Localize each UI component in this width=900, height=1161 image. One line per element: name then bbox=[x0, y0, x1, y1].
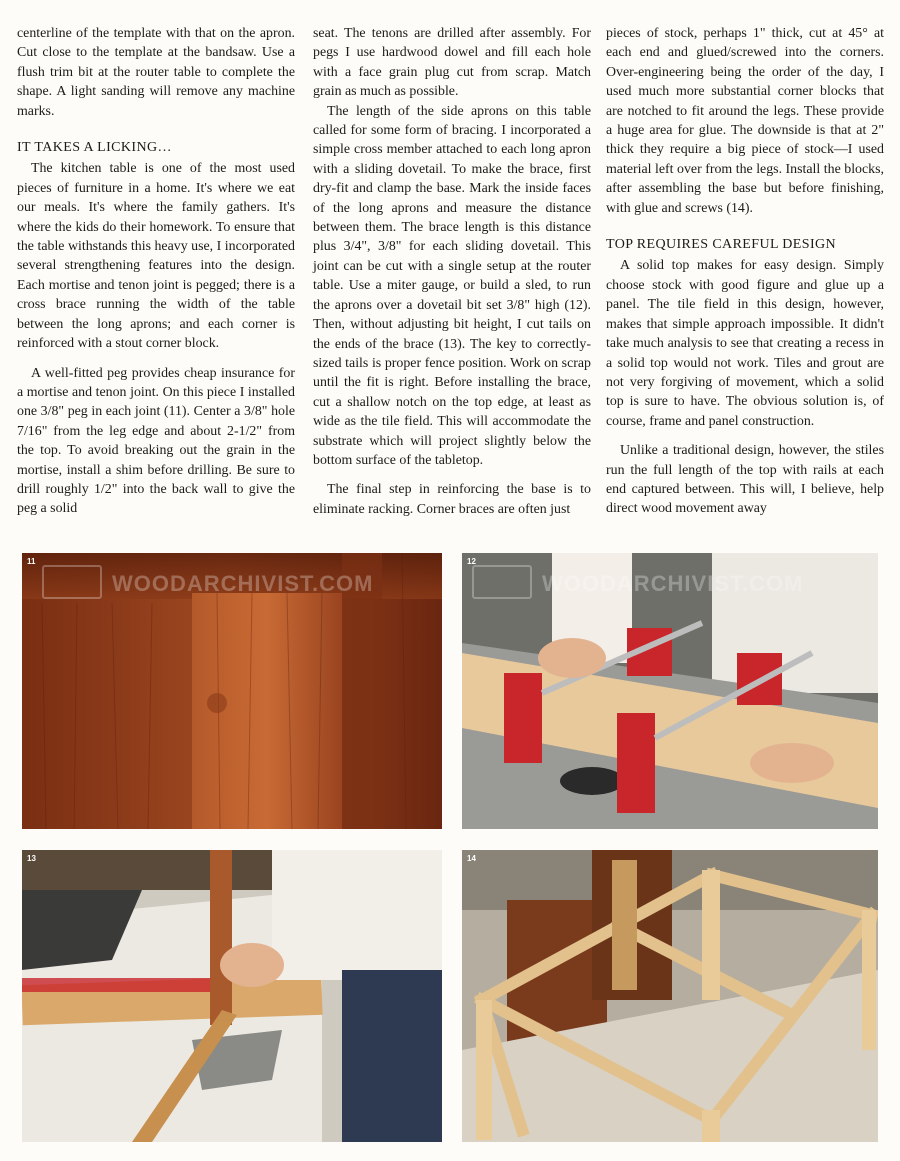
watermark-text: WOODARCHIVIST.COM bbox=[112, 571, 374, 596]
paragraph: A solid top makes for easy design. Simply choose stock with good figure and glue up a panel. The tile field in this design, however, makes that simple approach impossible. It didn't take much analysis to see that creating a recess in a solid top would not work. Tiles and grout are not very forgiving of movement, which a solid top is sure to have. The obvious solution is, of course, frame and panel construction. bbox=[606, 258, 884, 429]
paragraph: pieces of stock, perhaps 1" thick, cut at 45° at each end and glued/screwed into the corners. Over-engineering being the order of the day, I used much more substantial corner blocks that are notched to fit around the legs. These provide a huge area for glue. The downside is that at 2" thick they require a big piece of stock—I used material left over from the legs. Install the blocks, after assembling the base but before finishing, with glue and screws (14). bbox=[606, 26, 884, 216]
text-column-3 bbox=[606, 24, 884, 519]
paragraph: Unlike a traditional design, however, the stiles run the full length of the top with rails at each end captured between. This will, I believe, help direct wood movement away bbox=[606, 443, 884, 517]
paragraph: The final step in reinforcing the base is to eliminate racking. Corner braces are often just bbox=[313, 482, 591, 517]
watermark-logo-icon bbox=[42, 565, 102, 599]
paragraph: A well-fitted peg provides cheap insurance for a mortise and tenon joint. On this piece I installed one 3/8" peg in each joint (11). Center a 3/8" hole 7/16" from the leg edge and about 2-1/2" from the top. To avoid breaking out the grain in the mortise, install a shim before drilling. Be sure to drill roughly 1/2" into the back wall to give the peg a solid bbox=[17, 365, 295, 517]
photo-12-router-table bbox=[462, 553, 878, 829]
photo-11-pegged-joint bbox=[22, 553, 442, 829]
paragraph: centerline of the template with that on the apron. Cut close to the template at the bandsaw. Use a flush trim bit at the router table to complete the shape. A light sanding will remove any machine marks. bbox=[17, 26, 295, 119]
paragraph: seat. The tenons are drilled after assembly. For pegs I use hardwood dowel and fill each hole with a face grain plug cut from scrap. Match grain as much as possible. bbox=[313, 26, 591, 100]
watermark-text: WOODARCHIVIST.COM bbox=[542, 571, 804, 596]
text-column-1 bbox=[17, 24, 295, 519]
figure-number: 14 bbox=[467, 854, 476, 863]
table-base-illustration bbox=[462, 850, 878, 1142]
paragraph: The length of the side aprons on this table called for some form of bracing. I incorporated a simple cross member attached to each long apron with a sliding dovetail. To make the brace, first dry-fit and clamp the base. Mark the inside faces of the long aprons and measure the distance between them. The brace length is this distance plus 3/4", 3/8" for each sliding dovetail. This joint can be cut with a single setup at the router table. Use a miter gauge, or build a sled, to run the aprons over a dovetail bit set 3/8" high (12). Then, without adjusting bit height, I cut tails on the ends of the brace (13). The key to correctly-sized tails is proper fence position. Work on scrap until the fit is right. Before installing the brace, cut a shallow notch on the top edge, at least as wide as the tile field. This will accommodate the substrate which will project slightly below the bottom surface of the tabletop. bbox=[313, 103, 591, 468]
photo-14-assembled-base bbox=[462, 850, 878, 1142]
figure-number: 12 bbox=[467, 557, 476, 566]
watermark-logo-icon bbox=[472, 565, 532, 599]
figure-number: 11 bbox=[27, 557, 36, 566]
paragraph: The kitchen table is one of the most used pieces of furniture in a home. It's where we eat our meals. It's where the family gathers. It's where the kids do their homework. To ensure that the table withstands this heavy use, I incorporated several strengthening features into the design. Each mortise and tenon joint is pegged; there is a cross brace running the width of the table between the long aprons; and each corner is reinforced with a stout corner block. bbox=[17, 161, 295, 352]
section-heading: TOP REQUIRES CAREFUL DESIGN bbox=[606, 237, 837, 253]
router-fence-illustration bbox=[22, 850, 442, 1142]
text-column-2 bbox=[313, 24, 591, 519]
figure-number: 13 bbox=[27, 854, 36, 863]
photo-13-cutting-tails bbox=[22, 850, 442, 1142]
section-heading: IT TAKES A LICKING… bbox=[17, 140, 172, 156]
